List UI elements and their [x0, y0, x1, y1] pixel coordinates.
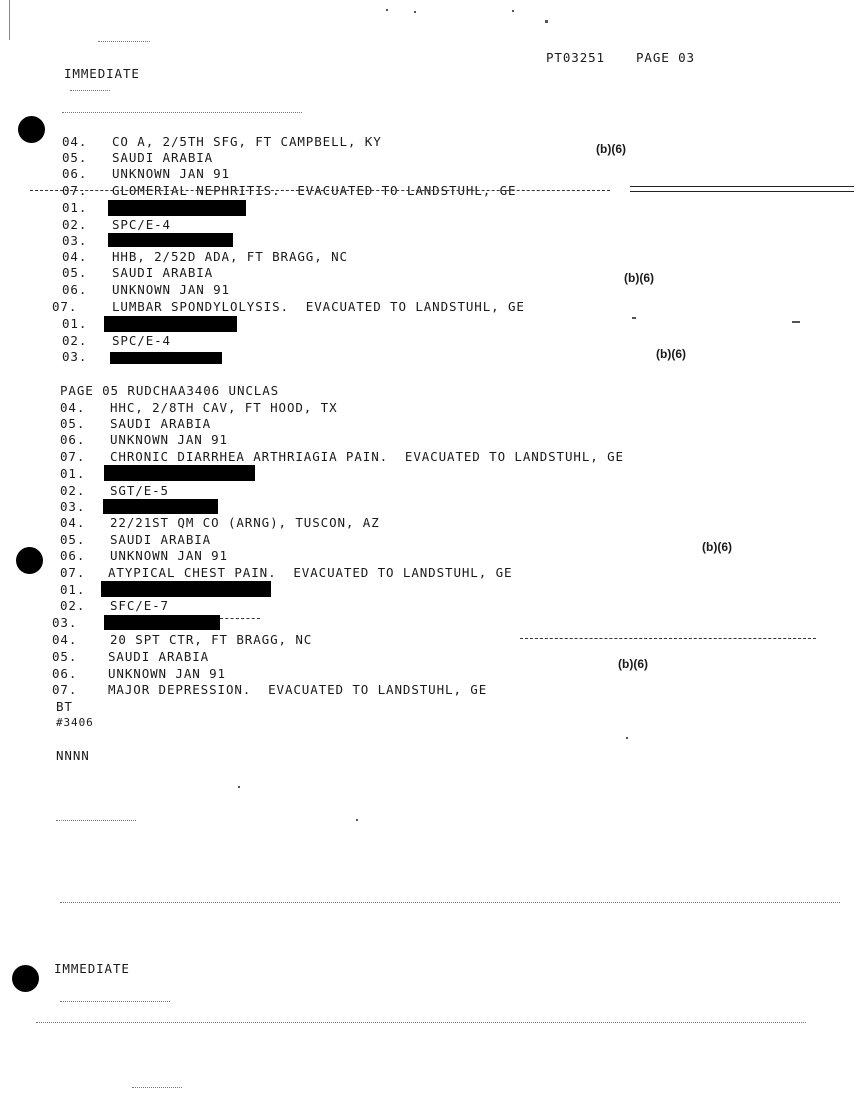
line-number: 06. [60, 432, 86, 447]
line-number: 05. [62, 265, 88, 280]
line-text: UNKNOWN JAN 91 [112, 282, 230, 297]
line-number: 02. [62, 333, 88, 348]
line-number: 03. [62, 349, 88, 364]
line-text: HHB, 2/52D ADA, FT BRAGG, NC [112, 249, 348, 264]
horizontal-rule [630, 191, 854, 192]
scan-noise [132, 1087, 182, 1088]
line-number: 02. [60, 598, 86, 613]
line-number: 03. [62, 233, 88, 248]
line-number: 06. [62, 166, 88, 181]
punch-hole [12, 965, 39, 992]
line-number: 01. [62, 316, 88, 331]
line-number: 06. [52, 666, 78, 681]
redaction-box [110, 352, 222, 364]
line-text: SPC/E-4 [112, 217, 171, 232]
scan-noise [62, 112, 302, 113]
precedence-bottom: IMMEDIATE [54, 961, 130, 976]
line-number: 04. [60, 515, 86, 530]
line-number: 05. [62, 150, 88, 165]
line-number: 02. [62, 217, 88, 232]
scan-noise [98, 41, 150, 42]
speck [386, 9, 388, 11]
page-line: PAGE 05 RUDCHAA3406 UNCLAS [60, 383, 280, 398]
scan-noise [36, 1022, 806, 1023]
exemption-label: (b)(6) [596, 142, 626, 156]
scan-noise [220, 618, 260, 619]
line-number: 04. [62, 249, 88, 264]
line-text: 20 SPT CTR, FT BRAGG, NC [110, 632, 313, 647]
speck [414, 11, 416, 13]
line-text-struck: GLOMERIAL NEPHRITIS. EVACUATED TO LANDSTUHL, GE [112, 183, 517, 198]
line-text: 22/21ST QM CO (ARNG), TUSCON, AZ [110, 515, 380, 530]
scan-noise [56, 820, 136, 821]
exemption-label: (b)(6) [618, 657, 648, 671]
horizontal-rule [630, 186, 854, 187]
line-text: CO A, 2/5TH SFG, FT CAMPBELL, KY [112, 134, 382, 149]
strikethrough-line [30, 190, 610, 191]
line-text: UNKNOWN JAN 91 [108, 666, 226, 681]
line-number: 01. [62, 200, 88, 215]
line-text: UNKNOWN JAN 91 [112, 166, 230, 181]
line-number: 04. [52, 632, 78, 647]
speck [632, 317, 636, 319]
header-reference: PT03251 [546, 50, 605, 65]
redaction-box [108, 200, 246, 216]
speck [626, 737, 628, 739]
punch-hole [18, 116, 45, 143]
speck [356, 819, 358, 821]
line-number: 01. [60, 582, 86, 597]
line-number: 03. [60, 499, 86, 514]
line-text: CHRONIC DIARRHEA ARTHRIAGIA PAIN. EVACUATED TO LANDSTUHL, GE [110, 449, 624, 464]
scan-noise [60, 902, 840, 903]
line-text: SFC/E-7 [110, 598, 169, 613]
horizontal-rule [520, 638, 816, 639]
line-number: 07. [60, 565, 86, 580]
line-number: 06. [60, 548, 86, 563]
scan-noise [60, 1001, 170, 1002]
speck [238, 786, 240, 788]
end-marker: NNNN [56, 748, 90, 763]
line-text: SAUDI ARABIA [110, 532, 212, 547]
line-text: MAJOR DEPRESSION. EVACUATED TO LANDSTUHL, GE [108, 682, 488, 697]
line-number: 05. [60, 416, 86, 431]
speck [512, 10, 514, 12]
exemption-label: (b)(6) [624, 271, 654, 285]
line-text: ATYPICAL CHEST PAIN. EVACUATED TO LANDSTUHL, GE [108, 565, 513, 580]
line-text: SGT/E-5 [110, 483, 169, 498]
page-edge [9, 0, 10, 40]
line-text: SPC/E-4 [112, 333, 171, 348]
scan-noise [70, 90, 110, 91]
line-text: SAUDI ARABIA [112, 265, 214, 280]
speck [545, 20, 548, 23]
line-text: SAUDI ARABIA [112, 150, 214, 165]
line-number: 04. [62, 134, 88, 149]
line-text: UNKNOWN JAN 91 [110, 432, 228, 447]
line-text: SAUDI ARABIA [108, 649, 210, 664]
line-text: LUMBAR SPONDYLOLYSIS. EVACUATED TO LANDSTUHL, GE [112, 299, 525, 314]
line-number: 02. [60, 483, 86, 498]
exemption-label: (b)(6) [656, 347, 686, 361]
message-number: #3406 [56, 716, 94, 729]
exemption-label: (b)(6) [702, 540, 732, 554]
redaction-box [101, 581, 271, 597]
line-number: 04. [60, 400, 86, 415]
line-number: 05. [52, 649, 78, 664]
redaction-box [104, 316, 237, 332]
line-number: 01. [60, 466, 86, 481]
line-number: 07. [52, 682, 78, 697]
line-number: 07. [52, 299, 78, 314]
line-text: HHC, 2/8TH CAV, FT HOOD, TX [110, 400, 338, 415]
punch-hole [16, 547, 43, 574]
redaction-box [104, 465, 255, 481]
line-number: 03. [52, 615, 78, 630]
redaction-box [104, 615, 220, 630]
line-number: 07. [60, 449, 86, 464]
line-number: 06. [62, 282, 88, 297]
break-marker: BT [56, 699, 73, 714]
header-page: PAGE 03 [636, 50, 695, 65]
speck [792, 321, 800, 323]
precedence-top: IMMEDIATE [64, 66, 140, 81]
line-number: 07. [62, 183, 88, 198]
line-text: SAUDI ARABIA [110, 416, 212, 431]
redaction-box [108, 233, 233, 247]
line-number: 05. [60, 532, 86, 547]
line-text: UNKNOWN JAN 91 [110, 548, 228, 563]
redaction-box [103, 499, 218, 514]
